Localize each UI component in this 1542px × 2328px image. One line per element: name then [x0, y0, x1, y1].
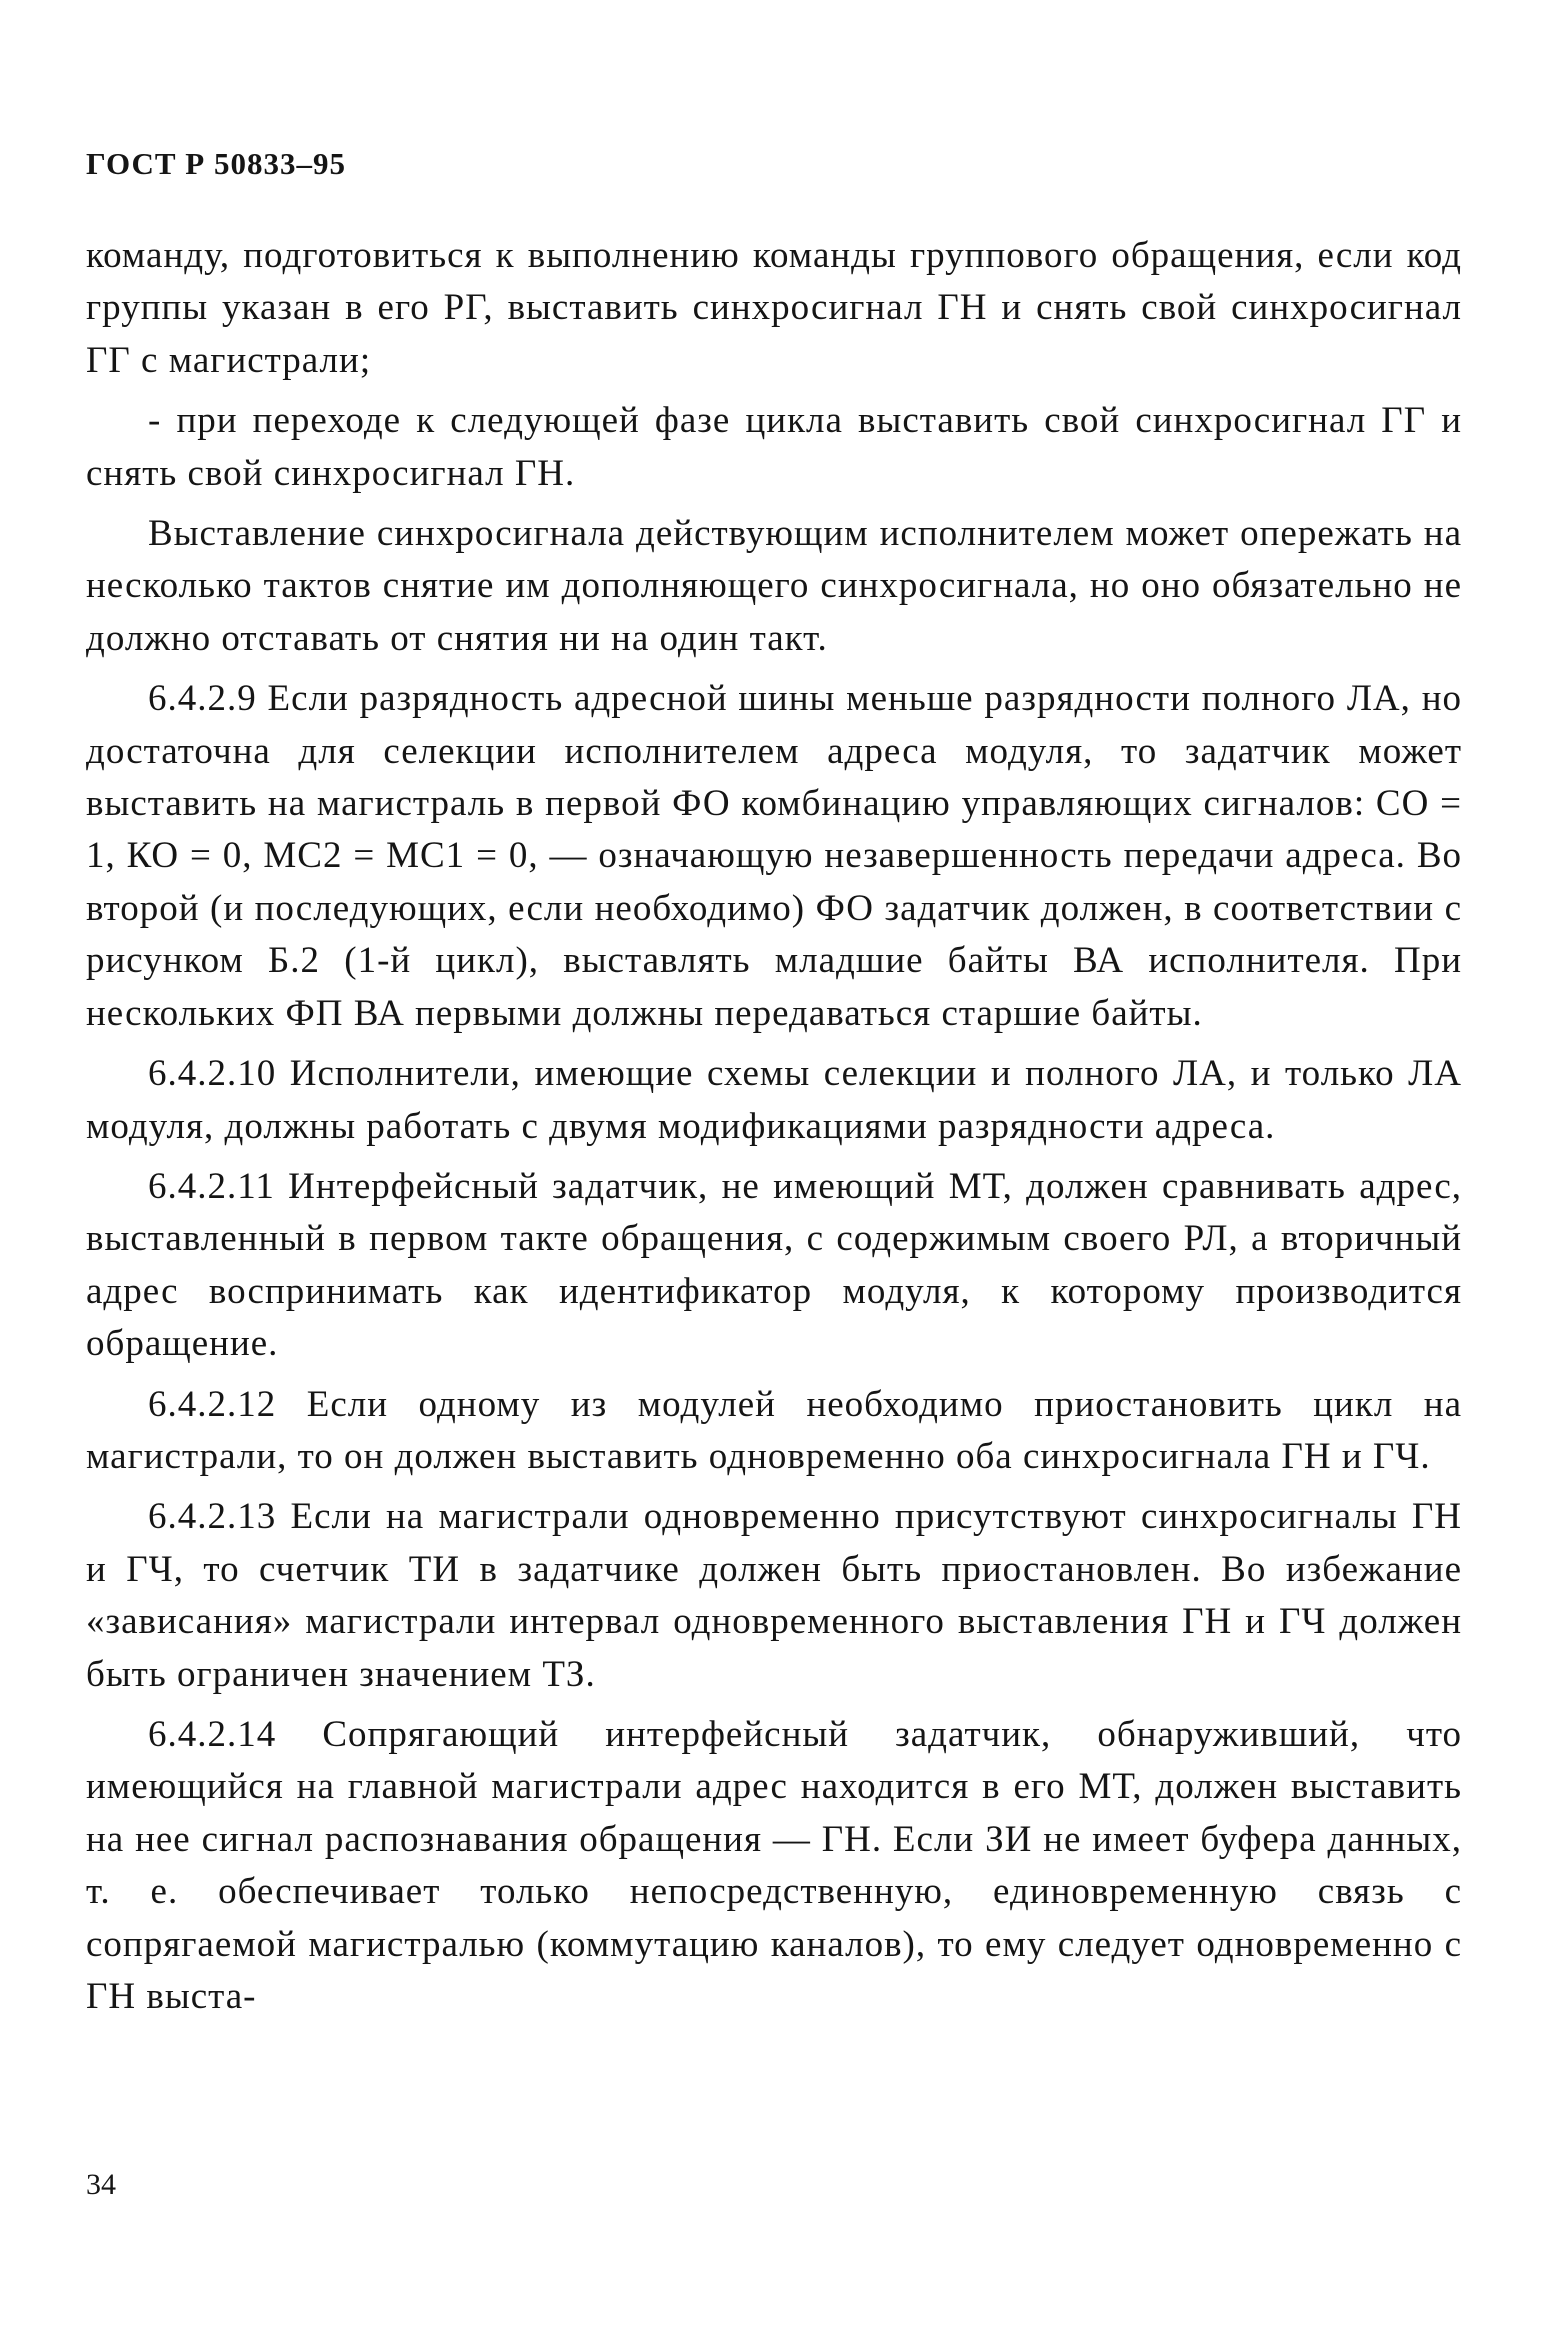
paragraph: 6.4.2.13 Если на магистрали одновременно присутствуют синхросигналы ГН и ГЧ, то счетчик ТИ в задатчике должен быть приостановлен. Во избежание «зависания» магистрали интервал одновременного выставления ГН и ГЧ должен быть ограничен значением ТЗ. [86, 1496, 1462, 1695]
page-number: 34 [86, 2168, 116, 2201]
page-header: ГОСТ Р 50833–95 [86, 146, 346, 181]
paragraph: 6.4.2.10 Исполнители, имеющие схемы селекции и полного ЛА, и только ЛА модуля, должны работать с двумя модификациями разрядности адреса. [86, 1053, 1462, 1147]
paragraph: 6.4.2.9 Если разрядность адресной шины меньше разрядности полного ЛА, но достаточна для селекции исполнителем адреса модуля, то задатчик может выставить на магистраль в первой ФО комбинацию управляющих сигналов: СО = 1, КО = 0, МС2 = МС1 = 0, — означающую незавершенность передачи адреса. Во второй (и последующих, если необходимо) ФО задатчик должен, в соответствии с рисунком Б.2 (1-й цикл), выставлять младшие байты ВА исполнителя. При нескольких ФП ВА первыми должны передаваться старшие байты. [86, 678, 1462, 1034]
paragraph: 6.4.2.12 Если одному из модулей необходимо приостановить цикл на магистрали, то он должен выставить одновременно оба синхросигнала ГН и ГЧ. [86, 1383, 1462, 1477]
paragraph: Выставление синхросигнала действующим исполнителем может опережать на несколько тактов снятие им дополняющего синхросигнала, но оно обязательно не должно отставать от снятия ни на один такт. [86, 513, 1462, 659]
paragraph: - при переходе к следующей фазе цикла выставить свой синхросигнал ГГ и снять свой синхросигнал ГН. [86, 400, 1462, 494]
paragraph: команду, подготовиться к выполнению команды группового обращения, если код группы указан в его РГ, выставить синхросигнал ГН и снять свой синхросигнал ГГ с магистрали; [86, 235, 1462, 381]
body-text [86, 230, 1462, 2031]
paragraph: 6.4.2.14 Сопрягающий интерфейсный задатчик, обнаруживший, что имеющийся на главной магистрали адрес находится в его МТ, должен выставить на нее сигнал распознавания обращения — ГН. Если ЗИ не имеет буфера данных, т. е. обеспечивает только непосредственную, единовременную связь с сопрягаемой магистралью (коммутацию каналов), то ему следует одновременно с ГН выста- [86, 1713, 1462, 2017]
paragraph: 6.4.2.11 Интерфейсный задатчик, не имеющий МТ, должен сравнивать адрес, выставленный в первом такте обращения, с содержимым своего РЛ, а вторичный адрес воспринимать как идентификатор модуля, к которому производится обращение. [86, 1165, 1462, 1365]
